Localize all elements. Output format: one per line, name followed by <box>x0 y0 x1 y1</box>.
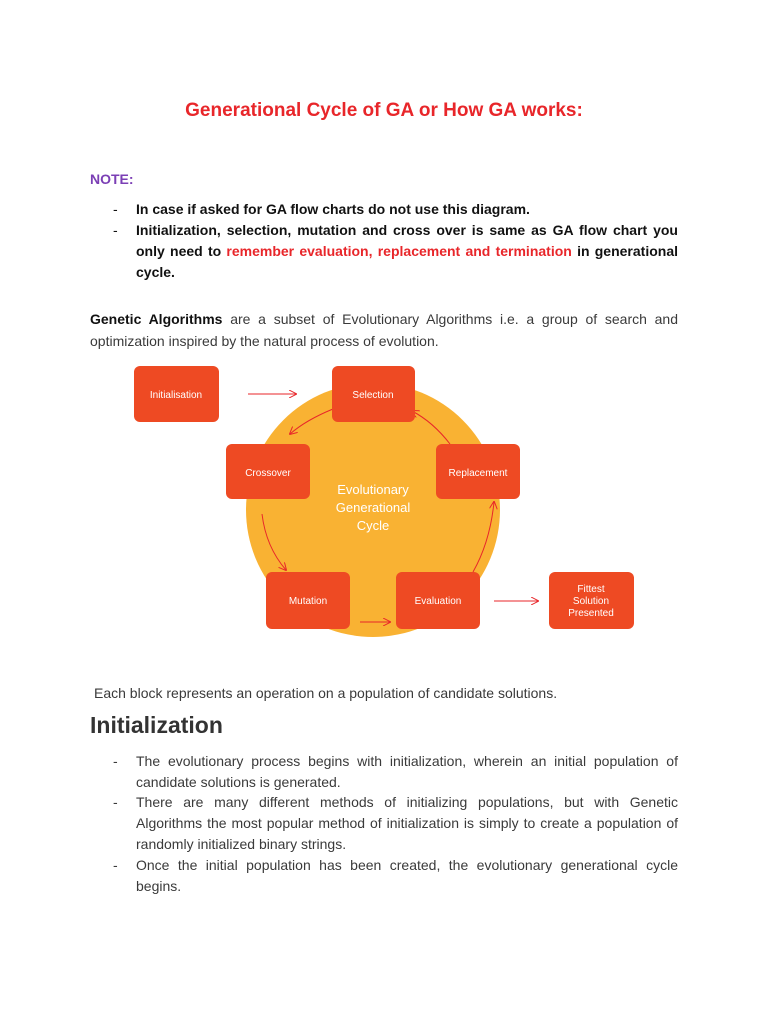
intro-text: are a subset of Evolutionary Algorithms i.e. a group of search and optimization inspired by the natural process of evolution. <box>90 311 678 349</box>
fittest-solution-box <box>549 572 634 629</box>
init-bullet-3: - <box>113 857 118 873</box>
replacement-label: Replacement <box>448 468 508 479</box>
note-item-2 <box>136 220 678 283</box>
diagram-caption: Each block represents an operation on a population of candidate solutions. <box>94 685 558 701</box>
note-item-2-end: in generational cycle. <box>136 243 678 280</box>
replacement-box <box>436 444 520 499</box>
note-bullet-1: - <box>113 201 118 217</box>
note-item-1: In case if asked for GA flow charts do not use this diagram. <box>136 201 530 217</box>
fittest-line2: Solution <box>572 596 610 607</box>
crossover-label: Crossover <box>245 468 291 479</box>
cycle-center-line3: Cycle <box>356 518 390 533</box>
evaluation-label: Evaluation <box>414 596 462 607</box>
intro-paragraph <box>90 308 678 352</box>
fittest-line1: Fittest <box>577 584 605 595</box>
init-item-2: There are many different methods of initializing populations, but with Genetic Algorithms the most popular method of initialization is simply to create a population of randomly initialized binary strings. <box>136 794 678 852</box>
note-item-2-text: Initialization, selection, mutation and cross over is same as GA flow chart you only need to <box>136 222 678 259</box>
init-item-3: Once the initial population has been created, the evolutionary generational cycle begins. <box>136 857 678 894</box>
init-bullet-2: - <box>113 794 118 810</box>
init-bullet-1: - <box>113 753 118 769</box>
note-item-2-highlight: remember evaluation, replacement and termination <box>226 243 572 259</box>
evaluation-box <box>396 572 480 629</box>
fittest-line3: Presented <box>568 608 614 619</box>
mutation-label: Mutation <box>288 596 328 607</box>
section-heading: Initialization <box>90 712 223 738</box>
intro-bold: Genetic Algorithms <box>90 311 223 327</box>
cycle-center-line2: Generational <box>335 500 411 515</box>
selection-label: Selection <box>352 390 394 401</box>
cycle-center-line1: Evolutionary <box>337 482 409 497</box>
mutation-box <box>266 572 350 629</box>
initialisation-label: Initialisation <box>149 390 203 401</box>
page-title: Generational Cycle of GA or How GA works: <box>185 100 583 121</box>
selection-box <box>332 366 415 422</box>
note-label: NOTE: <box>90 171 134 187</box>
initialisation-box <box>134 366 219 422</box>
note-bullet-2: - <box>113 222 118 238</box>
generational-cycle-diagram <box>128 362 640 647</box>
crossover-box <box>226 444 310 499</box>
init-item-1: The evolutionary process begins with initialization, wherein an initial population of candidate solutions is generated. <box>136 753 678 790</box>
